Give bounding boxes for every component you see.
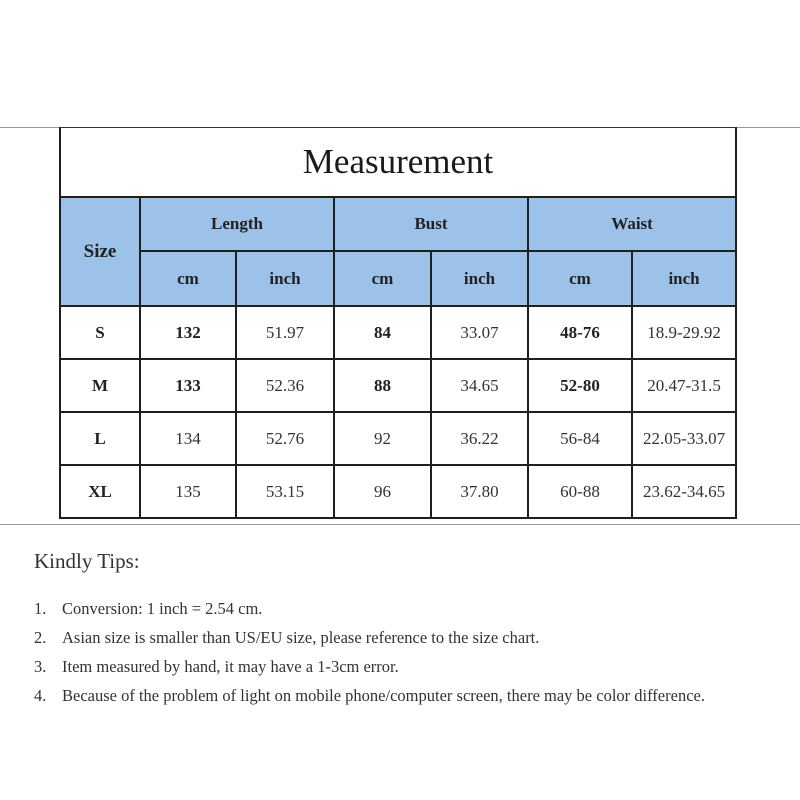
length-cm-cell: 135 — [140, 465, 236, 518]
table-row — [60, 412, 736, 465]
length-inch-header: inch — [236, 251, 334, 306]
bust-cm-cell: 92 — [334, 412, 431, 465]
size-cell: L — [60, 412, 140, 465]
list-item — [34, 652, 734, 681]
tips-list — [34, 594, 734, 710]
length-inch-cell: 52.36 — [236, 359, 334, 412]
table-row — [60, 306, 736, 359]
bust-inch-cell: 34.65 — [431, 359, 528, 412]
length-inch-cell: 53.15 — [236, 465, 334, 518]
size-cell: S — [60, 306, 140, 359]
bust-cm-cell: 96 — [334, 465, 431, 518]
bust-cm-cell: 84 — [334, 306, 431, 359]
size-chart-table — [59, 127, 737, 519]
tip-text: Because of the problem of light on mobile phone/computer screen, there may be color difference. — [62, 686, 705, 705]
bust-header: Bust — [334, 197, 528, 251]
waist-inch-cell: 23.62-34.65 — [632, 465, 736, 518]
size-cell: XL — [60, 465, 140, 518]
length-cm-cell: 134 — [140, 412, 236, 465]
tip-number: 2. — [34, 628, 47, 647]
table-row — [60, 359, 736, 412]
bottom-divider-line — [0, 524, 800, 525]
tip-text: Asian size is smaller than US/EU size, please reference to the size chart. — [62, 628, 540, 647]
size-cell: M — [60, 359, 140, 412]
bust-inch-cell: 33.07 — [431, 306, 528, 359]
waist-cm-cell: 48-76 — [528, 306, 632, 359]
bust-inch-cell: 37.80 — [431, 465, 528, 518]
length-inch-cell: 52.76 — [236, 412, 334, 465]
length-cm-header: cm — [140, 251, 236, 306]
length-header: Length — [140, 197, 334, 251]
list-item — [34, 594, 734, 623]
bust-inch-header: inch — [431, 251, 528, 306]
bust-inch-cell: 36.22 — [431, 412, 528, 465]
waist-cm-header: cm — [528, 251, 632, 306]
tip-number: 3. — [34, 657, 47, 676]
size-header: Size — [60, 197, 140, 306]
waist-cm-cell: 60-88 — [528, 465, 632, 518]
waist-header: Waist — [528, 197, 736, 251]
length-cm-cell: 133 — [140, 359, 236, 412]
waist-inch-cell: 22.05-33.07 — [632, 412, 736, 465]
waist-cm-cell: 56-84 — [528, 412, 632, 465]
tips-title: Kindly Tips: — [34, 549, 140, 573]
tip-text: Conversion: 1 inch = 2.54 cm. — [62, 599, 263, 618]
list-item — [34, 681, 734, 710]
waist-cm-cell: 52-80 — [528, 359, 632, 412]
waist-inch-cell: 18.9-29.92 — [632, 306, 736, 359]
tip-number: 1. — [34, 599, 47, 618]
length-cm-cell: 132 — [140, 306, 236, 359]
tip-text: Item measured by hand, it may have a 1-3cm error. — [62, 657, 399, 676]
list-item — [34, 623, 734, 652]
bust-cm-header: cm — [334, 251, 431, 306]
chart-title: Measurement — [60, 128, 736, 198]
length-inch-cell: 51.97 — [236, 306, 334, 359]
bust-cm-cell: 88 — [334, 359, 431, 412]
waist-inch-header: inch — [632, 251, 736, 306]
tip-number: 4. — [34, 686, 47, 705]
table-row — [60, 465, 736, 518]
waist-inch-cell: 20.47-31.5 — [632, 359, 736, 412]
